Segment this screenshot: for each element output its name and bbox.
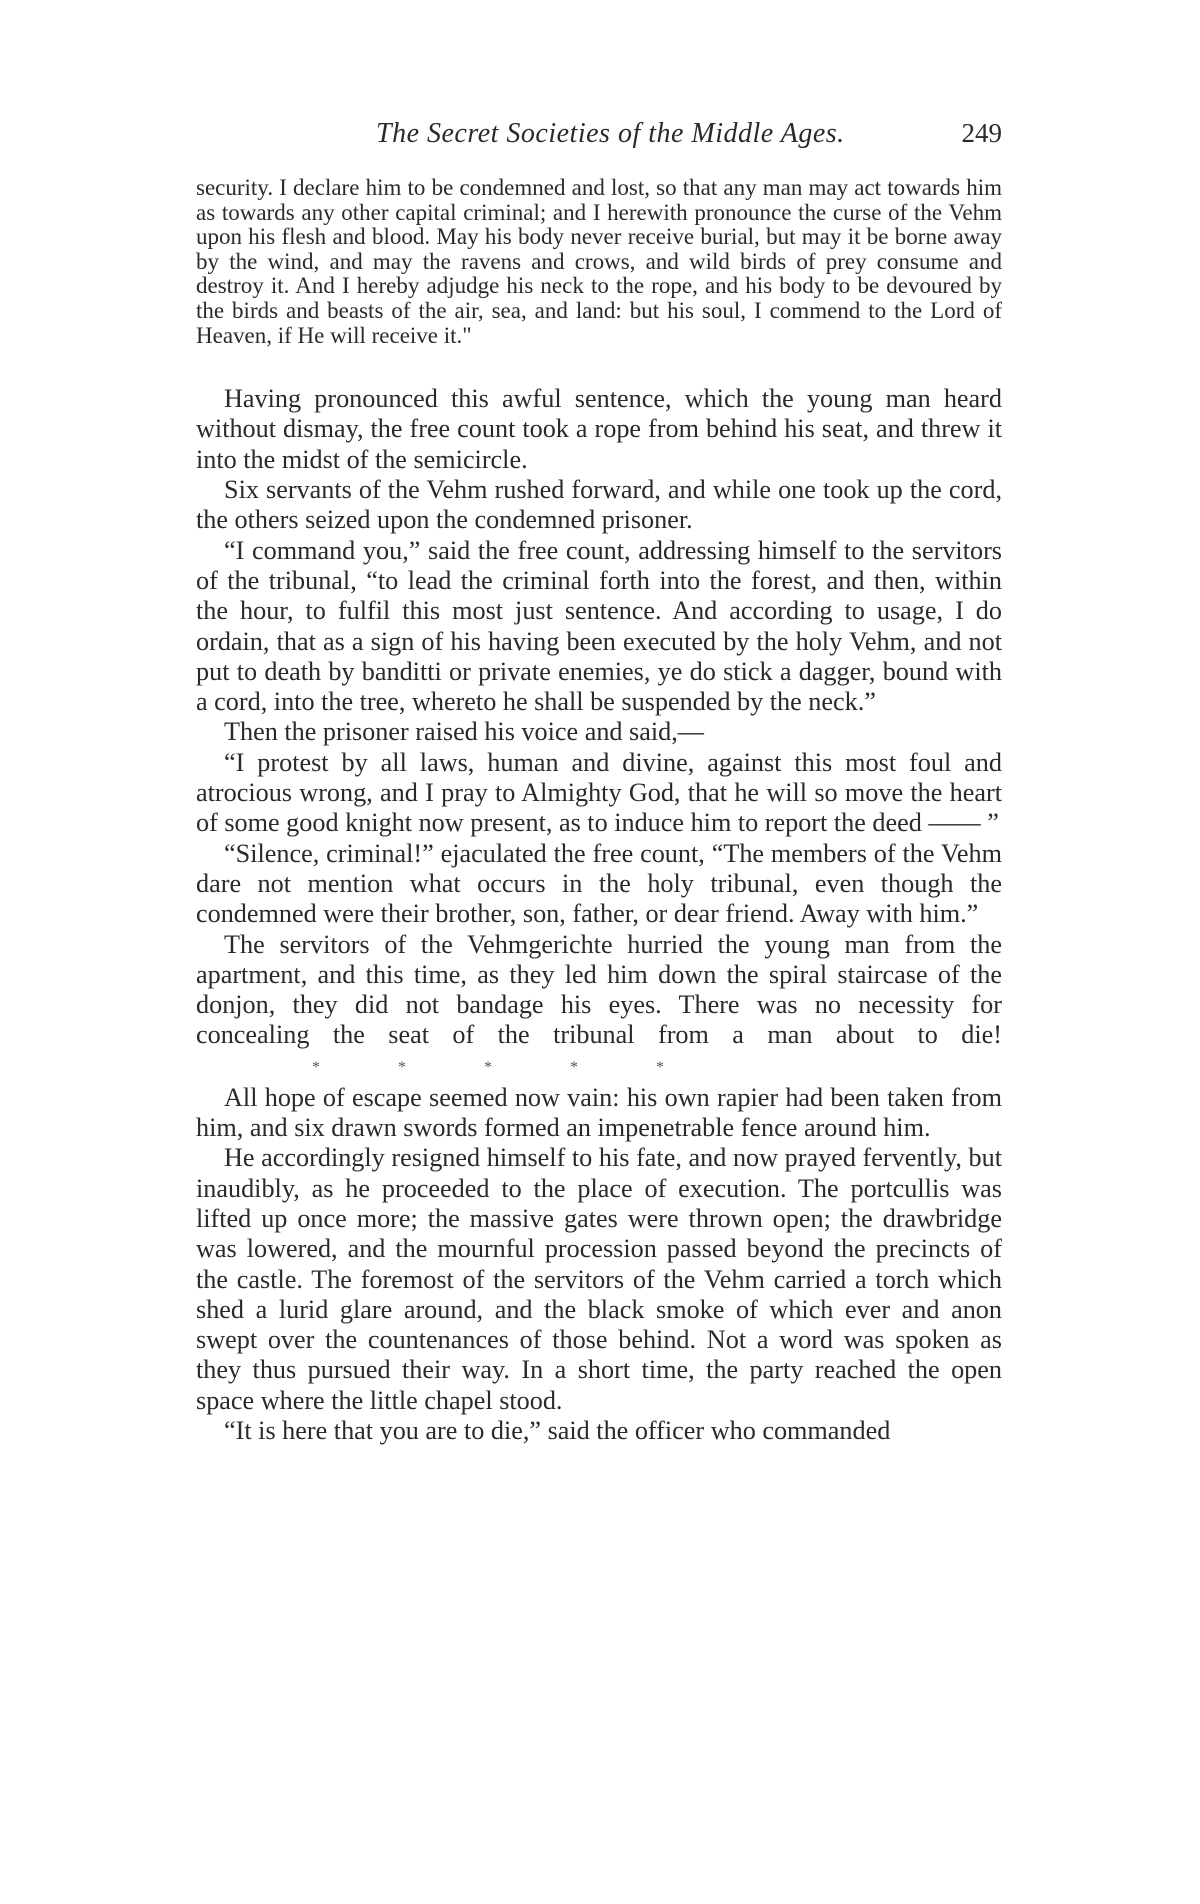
paragraph: All hope of escape seemed now vain: his own rapier had been taken from him, and six drawn swords formed an impenetrable fence around him. <box>196 1082 1002 1143</box>
paragraph: “It is here that you are to die,” said the officer who commanded <box>224 1416 891 1446</box>
paragraph: Having pronounced this awful sentence, which the young man heard without dismay, the free count took a rope from behind his seat, and threw it into the midst of the semicircle. <box>196 384 1002 474</box>
running-title: The Secret Societies of the Middle Ages. <box>376 118 845 149</box>
paragraph-text: The servitors of the Vehmgerichte hurried the young man from the apartment, and this time, as they led him down the spiral staircase of the donjon, they did not bandage his eyes. There was no necessity for concealing the seat of the tribunal from a man about to die! <box>196 929 1002 1050</box>
paragraph: Then the prisoner raised his voice and said,— <box>224 717 704 747</box>
page-body <box>196 176 1002 1446</box>
page-number: 249 <box>961 118 1002 148</box>
paragraph: “Silence, criminal!” ejaculated the free count, “The members of the Vehm dare not mention what occurs in the holy tribunal, even though the condemned were their brother, son, father, or dear friend. Away with him.” <box>196 838 1002 929</box>
paragraph-with-break <box>196 930 1002 1083</box>
paragraph: “I protest by all laws, human and divine, against this most foul and atrocious wrong, and I pray to Almighty God, that he will so move the heart of some good knight now present, as to induce him to report the deed —— ” <box>196 747 1002 838</box>
paragraph: Six servants of the Vehm rushed forward, and while one took up the cord, the others seized upon the condemned prisoner. <box>196 475 1002 535</box>
quoted-sentence-block: security. I declare him to be condemned and lost, so that any man may act towards him as towards any other capital criminal; and I herewith pronounce the curse of the Vehm upon his flesh and blood. May his body never receive burial, but may it be borne away by the wind, and may the ravens and crows, and wild birds of prey consume and destroy it. And I hereby adjudge his neck to the rope, and his body to be devoured by the birds and beasts of the air, sea, and land: but his soul, I commend to the Lord of Heaven, if He will receive it." <box>196 175 1002 348</box>
paragraph: “I command you,” said the free count, addressing himself to the servitors of the tribunal, “to lead the criminal forth into the forest, and then, within the hour, to fulfil this most just sentence. And according to usage, I do ordain, that as a sign of his having been executed by the holy Vehm, and not put to death by banditti or private enemies, ye do stick a dagger, bound with a cord, into the tree, whereto he shall be suspended by the neck.” <box>196 535 1002 717</box>
main-text <box>196 384 1002 1446</box>
page-header <box>196 118 1002 158</box>
section-break: * * * * * <box>312 1058 664 1076</box>
paragraph: He accordingly resigned himself to his fate, and now prayed fervently, but inaudibly, as he proceeded to the place of execution. The portcullis was lifted up once more; the massive gates were thrown open; the drawbridge was lowered, and the mournful procession passed beyond the precincts of the castle. The foremost of the servitors of the Vehm carried a torch which shed a lurid glare around, and the black smoke of which ever and anon swept over the countenances of those behind. Not a word was spoken as they thus pursued their way. In a short time, the party reached the open space where the little chapel stood. <box>196 1143 1002 1415</box>
